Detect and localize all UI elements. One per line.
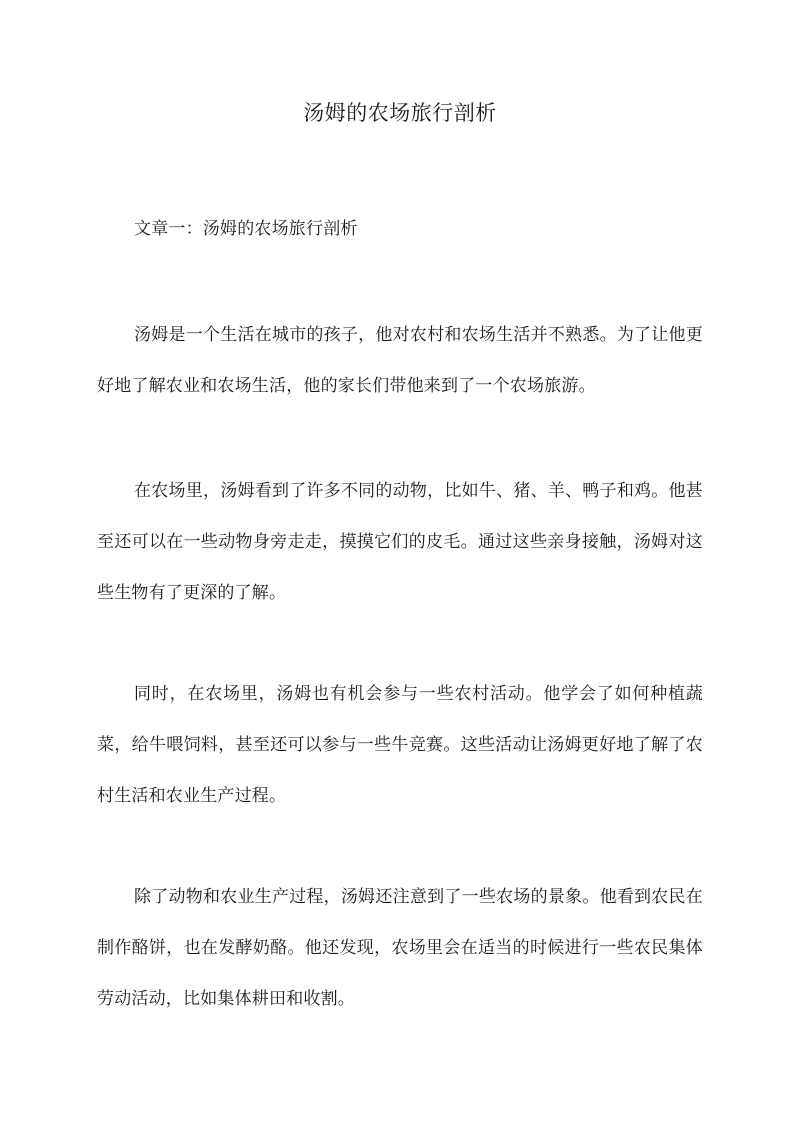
paragraph-3: 同时，在农场里，汤姆也有机会参与一些农村活动。他学会了如何种植蔬菜，给牛喂饲料，甚至还可以参与一些牛竞赛。这些活动让汤姆更好地了解了农村生活和农业生产过程。 (97, 684, 703, 806)
paragraph-1: 汤姆是一个生活在城市的孩子，他对农村和农场生活并不熟悉。为了让他更好地了解农业和农场生活，他的家长们带他来到了一个农场旅游。 (97, 325, 703, 396)
document-title: 汤姆的农场旅行剖析 (303, 101, 497, 125)
paragraph-2: 在农场里，汤姆看到了许多不同的动物，比如牛、猪、羊、鸭子和鸡。他甚至还可以在一些动物身旁走走，摸摸它们的皮毛。通过这些亲身接触，汤姆对这些生物有了更深的了解。 (97, 481, 703, 603)
paragraph-4: 除了动物和农业生产过程，汤姆还注意到了一些农场的景象。他看到农民在制作酪饼，也在发酵奶酪。他还发现，农场里会在适当的时候进行一些农民集体劳动活动，比如集体耕田和收割。 (97, 887, 703, 1009)
article-subtitle: 文章一：汤姆的农场旅行剖析 (134, 219, 358, 239)
